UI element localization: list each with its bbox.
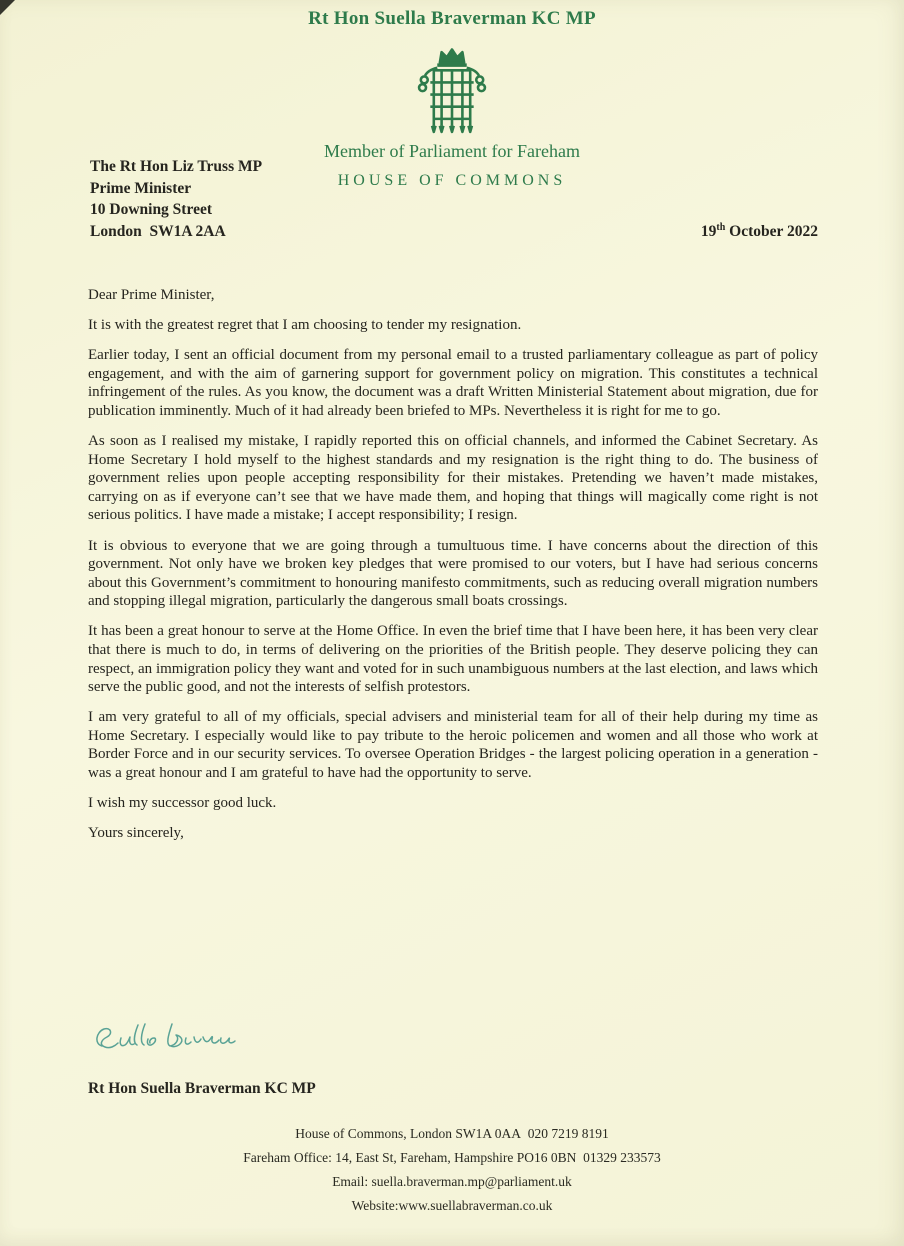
- footer-line-office: Fareham Office: 14, East St, Fareham, Hampshire PO16 0BN 01329 233573: [243, 1150, 661, 1165]
- date-day: 19: [700, 223, 717, 241]
- footer-line-email: Email: suella.braverman.mp@parliament.uk: [332, 1174, 572, 1189]
- recipient-line: Prime Minister: [90, 179, 192, 197]
- letter-paragraph: It is with the greatest regret that I am choosing to tender my resignation.: [88, 317, 522, 334]
- recipient-line: London SW1A 2AA: [90, 222, 226, 240]
- letter-paragraph: I wish my successor good luck.: [88, 795, 277, 812]
- footer-line-website: Website:www.suellabraverman.co.uk: [351, 1198, 553, 1213]
- recipient-line: The Rt Hon Liz Truss MP: [90, 158, 263, 175]
- letter-paragraph: It is obvious to everyone that we are going through a tumultuous time. I have concerns about the direction of this government. Not only have we broken key pledges that were promised to our voters, but I have had serious concerns about this Government’s commitment to honouring manifesto commitments, such as reducing overall migration numbers and stopping illegal migration, particularly the dangerous small boats crossings.: [88, 537, 818, 610]
- letterhead-house-line: HOUSE OF COMMONS: [337, 172, 567, 189]
- letter-body: [88, 286, 818, 854]
- signatory-name: Rt Hon Suella Braverman KC MP: [88, 1080, 316, 1097]
- portcullis-emblem: [413, 44, 491, 145]
- recipient-address: [90, 156, 262, 242]
- letter-paragraph: Earlier today, I sent an official document from my personal email to a trusted parliamentary colleague as part of policy engagement, and with the aim of garnering support for government policy on migration. This constitutes a technical infringement of the rules. As you know, the document was a draft Written Ministerial Statement about migration, due for publication imminently. Much of it had already been briefed to MPs. Nevertheless it is right for me to go.: [88, 347, 818, 419]
- letter-paragraph: I am very grateful to all of my officials, special advisers and ministerial team for all of their help during my time as Home Secretary. I especially would like to pay tribute to the heroic policemen and women and all those who work at Border Force and in our security services. To oversee Operation Bridges - the largest policing operation in a generation - was a great honour and I am grateful to have had the opportunity to serve.: [88, 709, 818, 782]
- letter-paragraph: It has been a great honour to serve at the Home Office. In even the brief time that I have been here, it has been very clear that there is much to do, in terms of delivering on the priorities of the British people. They deserve policing they can respect, an immigration policy they want and voted for in such unambiguous numbers at the last election, and laws which serve the public good, and not the interests of selfish protestors.: [88, 623, 818, 696]
- letter-paragraph: As soon as I realised my mistake, I rapidly reported this on official channels, and informed the Cabinet Secretary. As Home Secretary I hold myself to the highest standards and my resignation is the right thing to do. The business of government relies upon people accepting responsibility for their mistakes. Pretending we haven’t made mistakes, carrying on as if everyone can’t see that we have made them, and hoping that things will magically come right is not serious politics. I have made a mistake; I accept responsibility; I resign.: [88, 433, 818, 524]
- date-ordinal: th: [716, 222, 726, 233]
- letterhead-member-line: Member of Parliament for Fareham: [324, 141, 580, 161]
- date-rest: October 2022: [725, 223, 818, 241]
- salutation: Dear Prime Minister,: [88, 287, 215, 303]
- footer: [0, 1122, 904, 1218]
- recipient-line: 10 Downing Street: [90, 201, 212, 218]
- footer-line-address: House of Commons, London SW1A 0AA 020 7219 8191: [295, 1126, 609, 1141]
- letter-date: [701, 222, 818, 241]
- signature-autograph: [88, 1016, 238, 1067]
- letterhead-name: Rt Hon Suella Braverman KC MP: [308, 8, 596, 29]
- closing: Yours sincerely,: [88, 825, 184, 842]
